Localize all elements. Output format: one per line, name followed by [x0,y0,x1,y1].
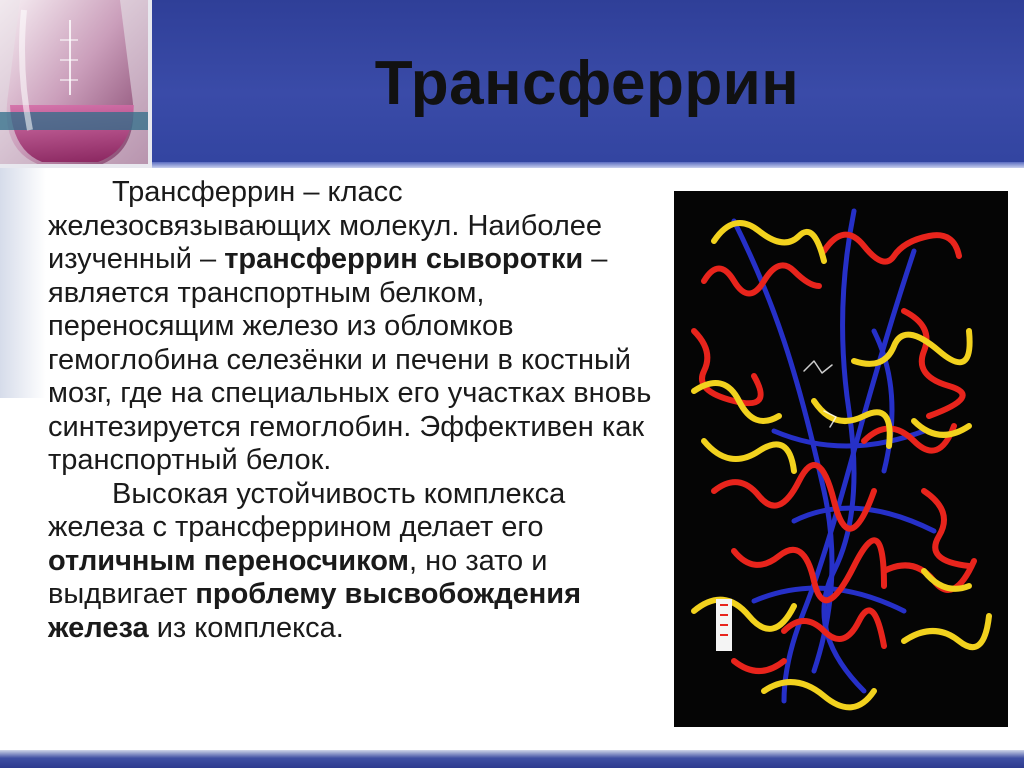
paragraph-1-text: Трансферрин – класс железосвязывающих молекул. Наиболее изученный – [48,176,603,275]
paragraph-2 [48,478,658,646]
protein-structure-image [674,191,1008,727]
paragraph-1-text-continued: – является транспортным белком, переносящим железо из обломков гемоглобина селезёнки и печени в костный мозг, где на специальных его участках вновь синтезируется гемоглобин. Эффективен как транспортный белок. [48,243,652,476]
paragraph-2-text-middle: , но зато и выдвигает [48,544,548,610]
left-decoration [0,168,46,398]
protein-ribbon-illustration [674,191,1008,727]
flask-photo [0,0,152,168]
page-title: Трансферрин [374,49,800,118]
paragraph-1 [48,176,658,478]
body-text [48,176,658,645]
flask-illustration [0,0,152,168]
paragraph-2-text: Высокая устойчивость комплекса железа с трансферрином делает его [48,477,566,543]
paragraph-1-emphasis: трансферрин сыворотки [224,243,584,275]
paragraph-2-emphasis-1: отличным переносчиком [48,544,409,577]
footer-bar [0,750,1024,768]
paragraph-2-emphasis-2: проблему высвобождения железа [48,578,582,644]
paragraph-2-text-end: из комплекса. [148,611,344,644]
